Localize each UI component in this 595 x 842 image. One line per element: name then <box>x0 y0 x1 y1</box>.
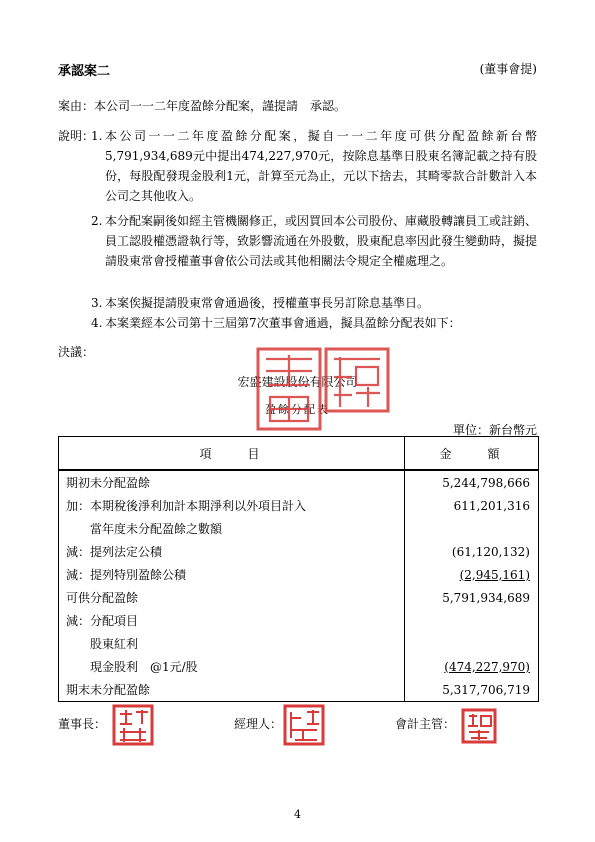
table-row <box>59 517 539 540</box>
row-item: 股東紅利 <box>59 632 405 655</box>
row-amount <box>405 632 539 655</box>
table-row <box>59 586 539 609</box>
row-amount <box>405 563 539 586</box>
company-name: 宏盛建設股份有限公司 <box>237 375 358 389</box>
row-amount <box>405 540 539 563</box>
chairman-seal <box>112 704 154 746</box>
case-subject: 案由：本公司一一二年度盈餘分配案，謹提請 承認。 <box>58 99 347 113</box>
item-text: 本案俟擬提請股東常會通過後，授權董事長另訂除息基準日。 <box>105 296 430 310</box>
row-amount <box>405 470 539 494</box>
explain-label: 說明： <box>58 129 95 143</box>
column-header-amount: 金 額 <box>405 437 539 471</box>
row-item: 加：本期稅後淨利加計本期淨利以外項目計入 <box>59 494 405 517</box>
item-text: 本公司一一二年度盈餘分配案，擬自一一二年度可供分配盈餘新台幣5,791,934,689元中提出474,227,970元，按除息基準日股東名簿記載之持有股份，每股配發現金股利1元，計算至元為止，元以下捨去，其畸零款合計數計入本公司之其他收入。 <box>105 129 537 203</box>
manager-label: 經理人： <box>234 717 283 731</box>
table-row <box>59 540 539 563</box>
table-row <box>59 632 539 655</box>
resolution-label: 決議： <box>58 345 95 359</box>
row-item: 減：分配項目 <box>59 609 405 632</box>
manager-seal <box>283 704 325 746</box>
row-item: 期末未分配盈餘 <box>59 678 405 702</box>
row-item: 期初未分配盈餘 <box>59 470 405 494</box>
column-header-item: 項 目 <box>59 437 405 471</box>
row-item: 可供分配盈餘 <box>59 586 405 609</box>
table-row <box>59 494 539 517</box>
table-row <box>59 678 539 702</box>
row-amount <box>405 655 539 678</box>
item-text: 本案業經本公司第十三屆第7次董事會通過，擬具盈餘分配表如下： <box>105 316 461 330</box>
explain-item-3 <box>91 293 539 313</box>
amount-value: (2,945,161) <box>459 567 530 582</box>
accountant-seal <box>461 708 497 744</box>
table-header-row <box>59 437 539 471</box>
amount-value: 5,317,706,719 <box>442 682 530 697</box>
table-row <box>59 655 539 678</box>
amount-value: 5,244,798,666 <box>442 475 530 490</box>
accountant-label: 會計主管： <box>395 717 456 731</box>
explain-item-4 <box>91 313 539 333</box>
proposer-label: (董事會提) <box>479 62 537 76</box>
row-item: 現金股利 @1元/股 <box>59 655 405 678</box>
item-text: 本分配案嗣後如經主管機關修正，或因買回本公司股份、庫藏股轉讓員工或註銷、員工認股權憑證執行等，致影響流通在外股數，股東配息率因此發生變動時，擬提請股東常會授權董事會依公司法或其他相關法令規定全權處理之。 <box>105 214 538 268</box>
item-number: 2. <box>91 214 103 228</box>
table-subtitle: 盈餘分配表 <box>265 403 330 416</box>
row-item: 減：提列法定公積 <box>59 540 405 563</box>
amount-value: (61,120,132) <box>451 544 530 559</box>
item-number: 4. <box>91 316 103 330</box>
item-number: 3. <box>91 296 103 310</box>
page-number: 4 <box>294 808 301 821</box>
row-item: 減：提列特別盈餘公積 <box>59 563 405 586</box>
table-row <box>59 609 539 632</box>
unit-label: 單位：新台幣元 <box>452 423 537 437</box>
page-title: 承認案二 <box>58 64 111 79</box>
row-item: 當年度未分配盈餘之數額 <box>59 517 405 540</box>
table-row <box>59 470 539 494</box>
row-amount <box>405 517 539 540</box>
explain-item-1 <box>91 126 539 206</box>
company-seal <box>256 347 396 431</box>
table-row <box>59 563 539 586</box>
distribution-table <box>58 436 539 702</box>
row-amount <box>405 678 539 702</box>
row-amount <box>405 586 539 609</box>
row-amount <box>405 494 539 517</box>
item-number: 1. <box>91 129 103 143</box>
amount-value: (474,227,970) <box>444 659 530 674</box>
amount-value: 611,201,316 <box>453 498 530 513</box>
explain-item-2 <box>91 211 539 271</box>
chairman-label: 董事長： <box>58 717 107 731</box>
row-amount <box>405 609 539 632</box>
amount-value: 5,791,934,689 <box>442 590 530 605</box>
